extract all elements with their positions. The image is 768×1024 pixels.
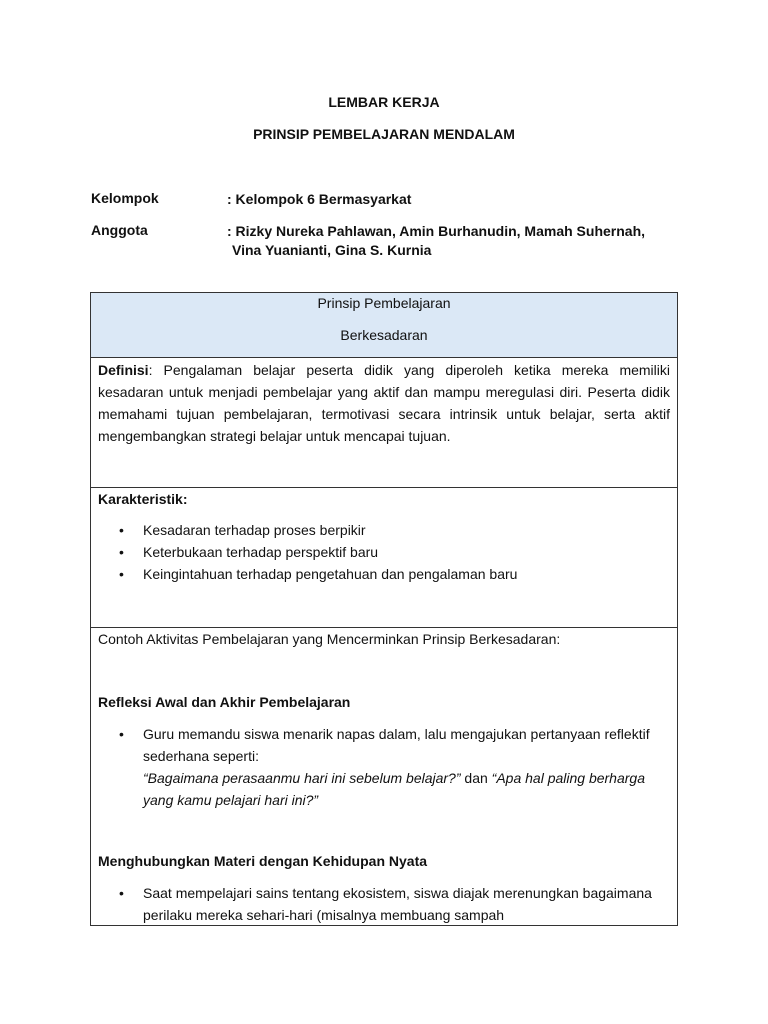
list-item: • Kesadaran terhadap proses berpikir bbox=[143, 519, 670, 541]
definition-label: Definisi bbox=[98, 362, 149, 378]
list-item: • Keterbukaan terhadap perspektif baru bbox=[143, 541, 670, 563]
activity-1-and: dan bbox=[464, 770, 488, 786]
examples-section bbox=[91, 628, 677, 926]
activity-1-quote-2: “Apa hal paling berharga yang kamu pelajari hari ini?” bbox=[143, 770, 645, 808]
activity-1-text: Guru memandu siswa menarik napas dalam, lalu mengajukan pertanyaan reflektif sederhana seperti: bbox=[143, 726, 650, 764]
worksheet-title: LEMBAR KERJA bbox=[328, 94, 440, 110]
activity-1-list bbox=[98, 723, 670, 811]
definition-text: : Pengalaman belajar peserta didik yang diperoleh ketika mereka memiliki kesadaran untuk menjadi pembelajar yang aktif dan mampu meregulasi diri. Peserta didik memahami tujuan pembelajaran, termotivasi secara intrinsik untuk belajar, serta aktif mengembangkan strategi belajar untuk mencapai tujuan. bbox=[98, 362, 670, 444]
kelompok-label: Kelompok bbox=[91, 190, 159, 206]
list-item: • Saat mempelajari sains tentang ekosistem, siswa diajak merenungkan bagaimana perilaku mereka sehari-hari (misalnya membuang sampah bbox=[143, 882, 670, 926]
characteristics-list bbox=[98, 519, 670, 585]
activity-2-list bbox=[98, 882, 670, 926]
anggota-label: Anggota bbox=[91, 222, 148, 238]
anggota-line-2: Vina Yuanianti, Gina S. Kurnia bbox=[232, 242, 432, 258]
examples-intro: Contoh Aktivitas Pembelajaran yang Mencerminkan Prinsip Berkesadaran: bbox=[98, 631, 561, 647]
activity-1-quote-1: “Bagaimana perasaanmu hari ini sebelum belajar?” bbox=[143, 770, 461, 786]
activity-1-title: Refleksi Awal dan Akhir Pembelajaran bbox=[98, 694, 351, 710]
principle-table bbox=[90, 292, 678, 926]
list-item: • Keingintahuan terhadap pengetahuan dan pengalaman baru bbox=[143, 563, 670, 585]
table-header bbox=[91, 293, 677, 358]
definition-section bbox=[91, 358, 677, 488]
list-item bbox=[143, 723, 670, 811]
anggota-value bbox=[227, 222, 667, 260]
activity-2-title: Menghubungkan Materi dengan Kehidupan Nyata bbox=[98, 853, 428, 869]
header-principle-name: Berkesadaran bbox=[340, 327, 428, 343]
kelompok-value: : Kelompok 6 Bermasyarkat bbox=[227, 191, 412, 207]
worksheet-subtitle: PRINSIP PEMBELAJARAN MENDALAM bbox=[253, 126, 515, 142]
header-principle-label: Prinsip Pembelajaran bbox=[317, 295, 451, 311]
anggota-line-1: : Rizky Nureka Pahlawan, Amin Burhanudin, Mamah Suhernah, bbox=[227, 223, 646, 239]
characteristics-label: Karakteristik: bbox=[98, 491, 188, 507]
characteristics-section bbox=[91, 488, 677, 628]
